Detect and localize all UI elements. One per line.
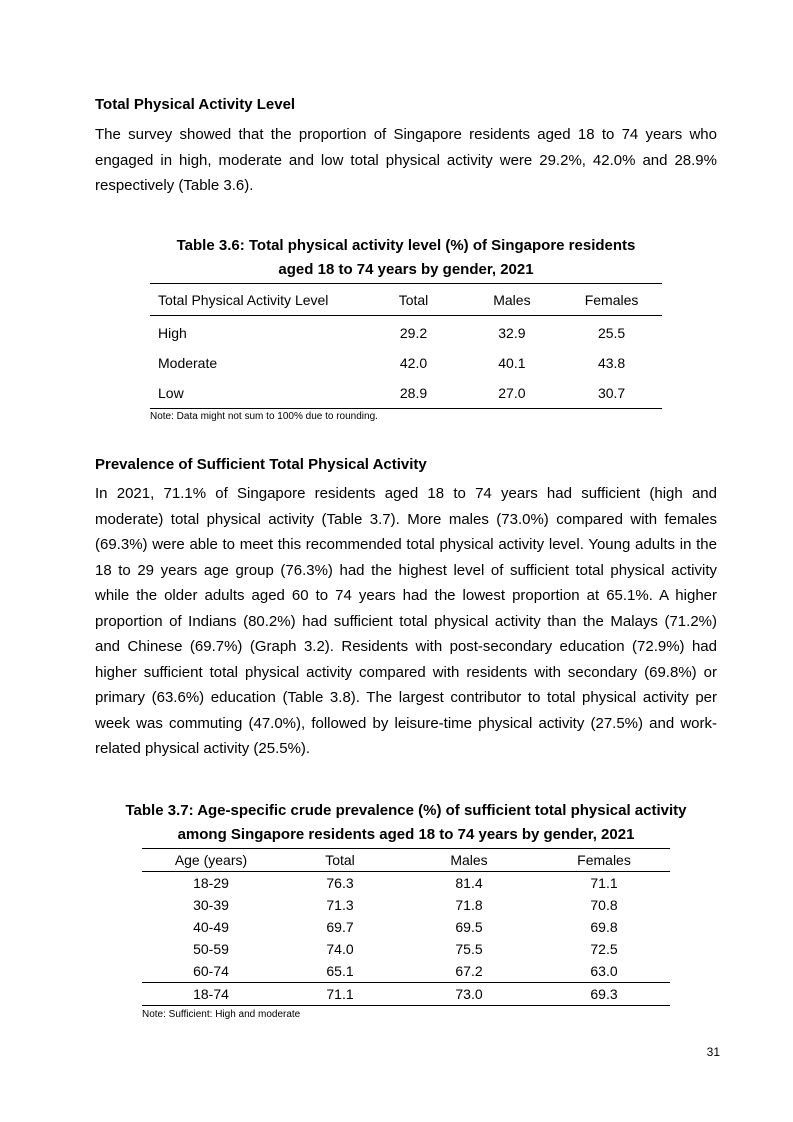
table-row bbox=[150, 316, 662, 349]
table-cell: 50-59 bbox=[193, 941, 229, 957]
table-cell: 29.2 bbox=[399, 325, 428, 341]
table-cell: 40.1 bbox=[498, 355, 526, 371]
column-header: Females bbox=[561, 284, 662, 316]
table-3-7-caption bbox=[95, 799, 717, 846]
table-cell: 71.3 bbox=[326, 897, 354, 913]
table-3-6-caption-line1: Table 3.6: Total physical activity level (%) of Singapore residents bbox=[176, 237, 636, 254]
column-header: Total bbox=[364, 284, 462, 316]
table-3-6-caption-line2: aged 18 to 74 years by gender, 2021 bbox=[278, 260, 534, 278]
table-cell: 65.1 bbox=[326, 963, 354, 979]
table-cell: 71.1 bbox=[590, 875, 618, 891]
table-3-6-caption bbox=[95, 234, 717, 281]
table-cell: 69.3 bbox=[538, 983, 670, 1006]
section-heading-total-activity: Total Physical Activity Level bbox=[95, 96, 296, 113]
table-cell: 18-74 bbox=[142, 983, 280, 1006]
table-cell: 28.9 bbox=[399, 385, 428, 401]
paragraph-sufficient-activity: In 2021, 71.1% of Singapore residents aged 18 to 74 years had sufficient (high and moderate) total physical activity (Table 3.7). More males (73.0%) compared with females (69.3%) were able to meet this recommended total physical activity level. Young adults in the 18 to 29 years age group (76.3%) had the highest level of sufficient total physical activity while the older adults aged 60 to 74 years had the lowest proportion at 65.1%. A higher proportion of Indians (80.2%) had sufficient total physical activity than the Malays (71.2%) and Chinese (69.7%) (Graph 3.2). Residents with post-secondary education (72.9%) had higher sufficient total physical activity compared with residents with secondary (69.8%) or primary (63.6%) education (Table 3.8). The largest contributor to total physical activity per week was commuting (47.0%), followed by leisure-time physical activity (27.5%) and work-related physical activity (25.5%). bbox=[95, 485, 717, 757]
table-cell: 27.0 bbox=[498, 385, 526, 401]
table-cell: 72.5 bbox=[590, 941, 618, 957]
table-header-row bbox=[142, 849, 670, 872]
table-3-6-note: Note: Data might not sum to 100% due to rounding. bbox=[150, 411, 378, 422]
table-cell: 25.5 bbox=[597, 325, 626, 341]
paragraph-total-activity: The survey showed that the proportion of Singapore residents aged 18 to 74 years who engaged in high, moderate and low total physical activity were 29.2%, 42.0% and 28.9% respectively (Table 3.6). bbox=[95, 126, 717, 194]
column-header: Males bbox=[463, 284, 561, 316]
table-cell: 30.7 bbox=[597, 385, 626, 401]
column-header: Age (years) bbox=[142, 849, 280, 872]
table-cell: 69.5 bbox=[455, 919, 483, 935]
table-row bbox=[142, 916, 670, 938]
table-row bbox=[150, 378, 662, 409]
column-header: Total bbox=[280, 849, 400, 872]
table-cell: 76.3 bbox=[326, 875, 354, 891]
table-3-6 bbox=[150, 283, 662, 409]
column-header: Females bbox=[538, 849, 670, 872]
table-cell: 71.1 bbox=[280, 983, 400, 1006]
table-cell: 70.8 bbox=[590, 897, 618, 913]
section-heading-sufficient-activity: Prevalence of Sufficient Total Physical Activity bbox=[95, 456, 427, 473]
table-row bbox=[142, 872, 670, 895]
table-cell: 71.8 bbox=[455, 897, 483, 913]
table-cell: High bbox=[158, 325, 187, 341]
table-3-7-caption-line2: among Singapore residents aged 18 to 74 years by gender, 2021 bbox=[177, 825, 635, 843]
table-3-7 bbox=[142, 848, 670, 1006]
table-cell: 40-49 bbox=[193, 919, 229, 935]
table-cell: 18-29 bbox=[193, 875, 229, 891]
table-cell: 42.0 bbox=[399, 355, 428, 371]
table-cell: 43.8 bbox=[597, 355, 626, 371]
table-total-row bbox=[142, 983, 670, 1006]
table-cell: 32.9 bbox=[498, 325, 526, 341]
table-3-7-note: Note: Sufficient: High and moderate bbox=[142, 1009, 301, 1020]
table-row bbox=[142, 960, 670, 983]
page-number: 31 bbox=[706, 1045, 720, 1059]
table-header-row bbox=[150, 284, 662, 316]
table-cell: 75.5 bbox=[455, 941, 483, 957]
table-cell: 30-39 bbox=[193, 897, 229, 913]
column-header: Males bbox=[400, 849, 538, 872]
table-row bbox=[142, 894, 670, 916]
table-cell: 63.0 bbox=[590, 963, 618, 979]
table-cell: Low bbox=[158, 385, 184, 401]
table-row bbox=[150, 348, 662, 378]
table-cell: 81.4 bbox=[455, 875, 483, 891]
table-cell: 73.0 bbox=[400, 983, 538, 1006]
table-cell: Moderate bbox=[158, 355, 218, 371]
table-cell: 69.8 bbox=[590, 919, 618, 935]
table-row bbox=[142, 938, 670, 960]
column-header: Total Physical Activity Level bbox=[150, 284, 364, 316]
table-cell: 74.0 bbox=[326, 941, 354, 957]
table-cell: 69.7 bbox=[326, 919, 354, 935]
table-3-7-caption-line1: Table 3.7: Age-specific crude prevalence (%) of sufficient total physical activity bbox=[125, 802, 687, 819]
table-cell: 67.2 bbox=[455, 963, 483, 979]
table-cell: 60-74 bbox=[193, 963, 229, 979]
